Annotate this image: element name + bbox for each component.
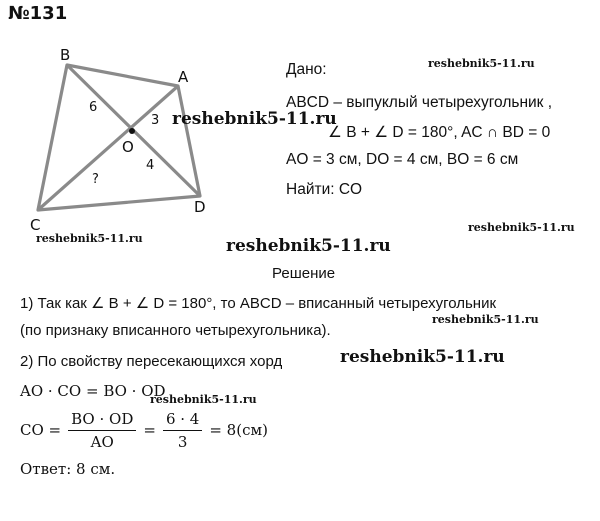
given-line-3: AO = 3 см, DO = 4 см, BO = 6 см — [286, 151, 519, 168]
watermark: reshebnik5-11.ru — [428, 57, 535, 70]
segment-label-od: 4 — [146, 158, 155, 173]
solution-step-2: 2) По свойству пересекающихся хорд — [20, 353, 283, 370]
equation-co — [20, 405, 268, 455]
segment-label-bo: 6 — [89, 100, 98, 115]
solution-heading: Решение — [272, 265, 336, 282]
vertex-label-c: C — [30, 216, 41, 234]
problem-number: №131 — [8, 3, 68, 24]
fraction-bo-od-over-ao — [68, 410, 136, 451]
given-line-1: ABCD – выпуклый четырехугольник , — [286, 94, 553, 111]
watermark: reshebnik5-11.ru — [340, 347, 505, 367]
watermark: reshebnik5-11.ru — [36, 232, 143, 245]
answer-line: Ответ: 8 см. — [20, 460, 116, 478]
solution-step-1-line-1: 1) Так как ∠ B + ∠ D = 180°, то ABCD – вписанный четырехугольник — [20, 295, 497, 312]
given-heading: Дано: — [286, 61, 327, 78]
vertex-label-a: A — [178, 68, 189, 86]
equation-co-result: = 8(см) — [209, 421, 268, 439]
center-label-o: O — [122, 138, 134, 156]
watermark: reshebnik5-11.ru — [172, 109, 337, 129]
fraction-1-denominator: AO — [90, 432, 114, 451]
segment-label-co: ? — [92, 172, 99, 187]
segment-label-ao: 3 — [151, 113, 160, 128]
solution-step-1-line-2: (по признаку вписанного четырехугольника). — [20, 322, 331, 339]
watermark: reshebnik5-11.ru — [226, 236, 391, 256]
equation-co-equals: = — [143, 421, 156, 439]
equation-co-lhs: CO = — [20, 421, 62, 439]
given-line-2: ∠ B + ∠ D = 180°, AC ∩ BD = 0 — [328, 124, 551, 141]
watermark: reshebnik5-11.ru — [150, 393, 257, 406]
vertex-label-b: B — [60, 46, 71, 64]
fraction-1-numerator: BO · OD — [68, 410, 136, 431]
vertex-label-d: D — [194, 198, 206, 216]
watermark: reshebnik5-11.ru — [468, 221, 575, 234]
point-o — [129, 128, 135, 134]
find-line: Найти: CO — [286, 181, 363, 198]
fraction-6x4-over-3 — [163, 410, 202, 451]
watermark: reshebnik5-11.ru — [432, 313, 539, 326]
equation-chords: AO · CO = BO · OD — [20, 382, 166, 400]
fraction-2-numerator: 6 · 4 — [163, 410, 202, 431]
fraction-2-denominator: 3 — [177, 432, 188, 451]
